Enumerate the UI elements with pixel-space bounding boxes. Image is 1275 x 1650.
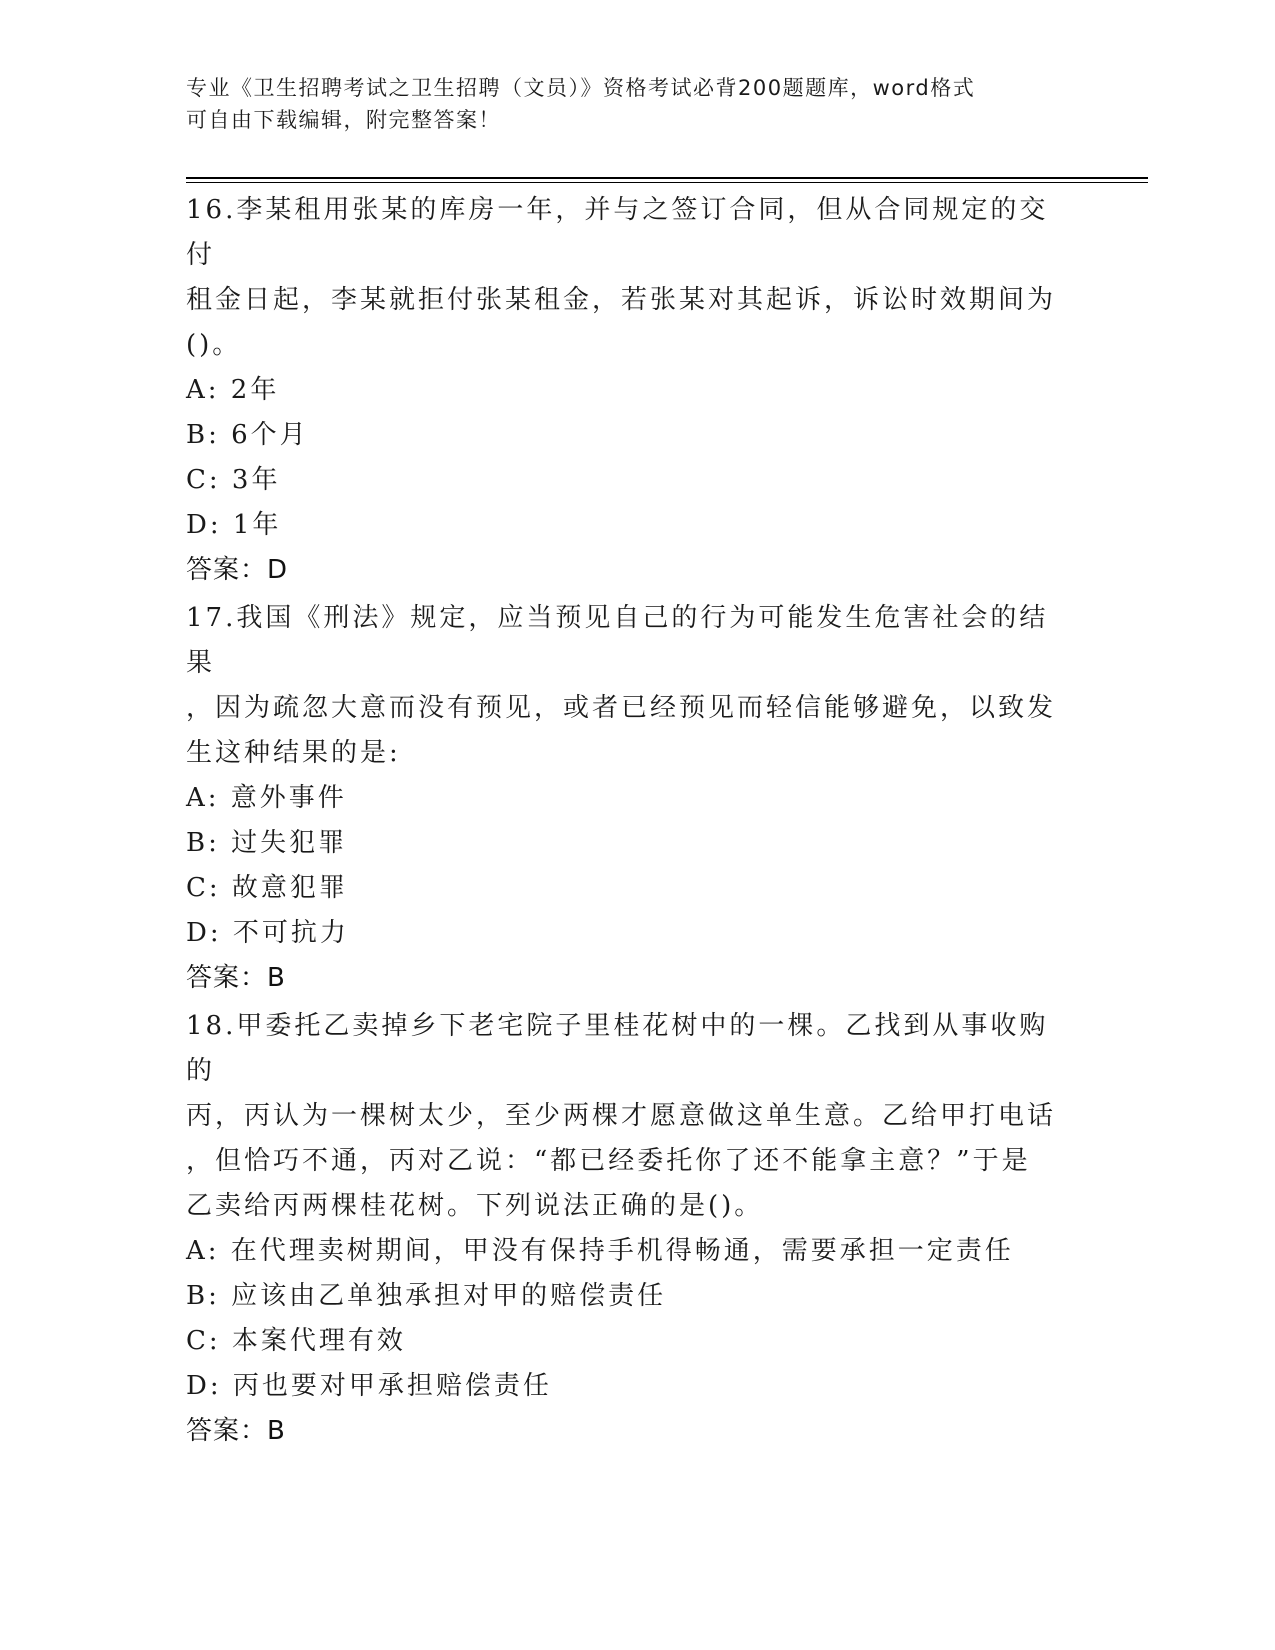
option-b: B: 过失犯罪 [186, 828, 348, 858]
option-d: D: 1年 [186, 510, 282, 540]
option-a: A: 在代理卖树期间，甲没有保持手机得畅通，需要承担一定责任 [186, 1236, 1014, 1266]
question-18 [186, 1004, 1076, 1454]
header-rule-thick [186, 177, 1148, 179]
option-d: D: 丙也要对甲承担赔偿责任 [186, 1371, 552, 1401]
question-16 [186, 188, 1076, 593]
answer: 答案：B [186, 963, 286, 993]
option-b: B: 应该由乙单独承担对甲的赔偿责任 [186, 1281, 667, 1311]
question-stem: 16.李某租用张某的库房一年，并与之签订合同，但从合同规定的交付 租金日起，李某就拒付张某租金，若张某对其起诉，诉讼时效期间为 ()。 [186, 195, 1057, 360]
option-c: C: 3年 [186, 465, 281, 495]
answer: 答案：D [186, 555, 289, 585]
question-stem: 17.我国《刑法》规定，应当预见自己的行为可能发生危害社会的结果 ，因为疏忽大意而没有预见，或者已经预见而轻信能够避免，以致发 生这种结果的是: [186, 603, 1057, 768]
option-c: C: 本案代理有效 [186, 1326, 406, 1356]
option-d: D: 不可抗力 [186, 918, 349, 948]
question-17 [186, 596, 1076, 1001]
option-b: B: 6个月 [186, 420, 309, 450]
document-header: 专业《卫生招聘考试之卫生招聘（文员）》资格考试必背200题题库，word格式 可自由下载编辑，附完整答案！ [186, 76, 976, 132]
option-c: C: 故意犯罪 [186, 873, 348, 903]
question-stem: 18.甲委托乙卖掉乡下老宅院子里桂花树中的一棵。乙找到从事收购的 丙，丙认为一棵树太少，至少两棵才愿意做这单生意。乙给甲打电话 ，但恰巧不通，丙对乙说：“都已经委托你了还不能拿主意？”于是 乙卖给丙两棵桂花树。下列说法正确的是()。 [186, 1011, 1057, 1221]
header-rule-thin [186, 182, 1148, 183]
option-a: A: 意外事件 [186, 783, 347, 813]
answer: 答案：B [186, 1416, 286, 1446]
option-a: A: 2年 [186, 375, 280, 405]
